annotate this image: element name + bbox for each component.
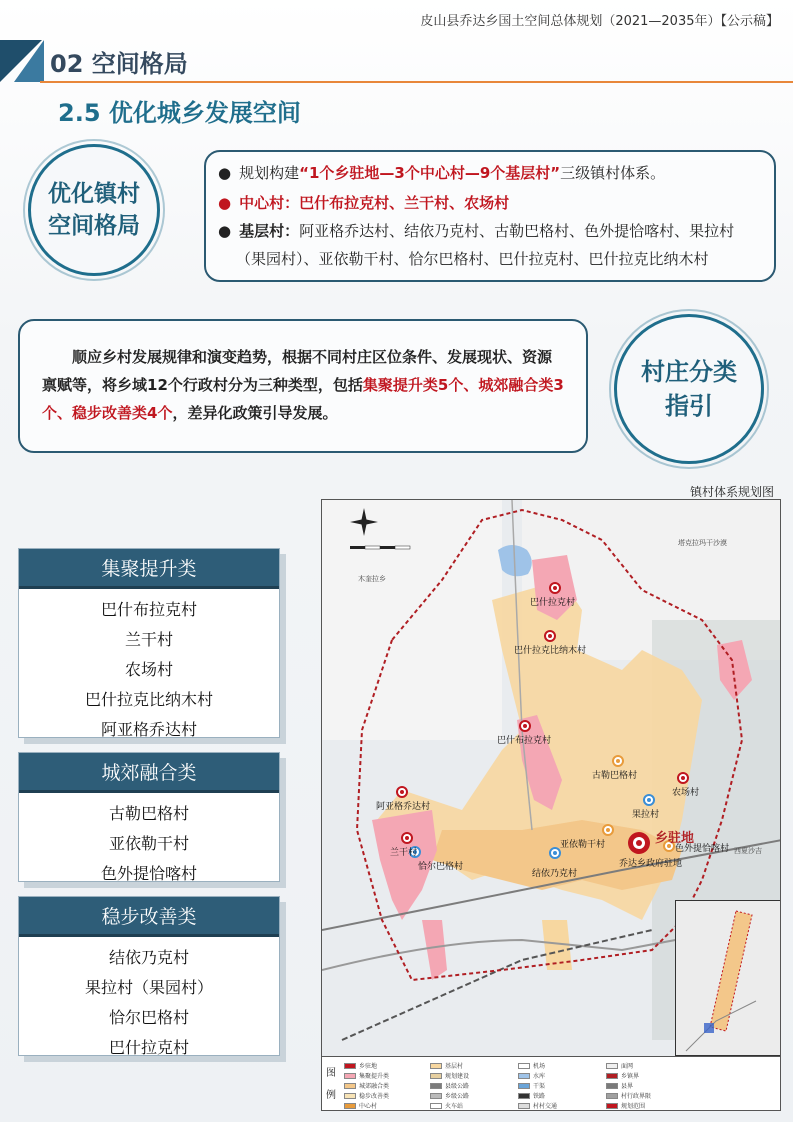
legend-swatch (344, 1083, 356, 1089)
classification-text-after: ，差异化政策引导发展。 (172, 404, 338, 422)
legend-item: 机场 (518, 1061, 545, 1070)
legend-title: 图例 (326, 1068, 336, 1101)
category-item: 兰干村 (124, 630, 173, 649)
document-header: 皮山县乔达乡国土空间总体规划（2021—2035年）【公示稿】 (420, 14, 779, 29)
village-guide-badge (614, 314, 764, 464)
legend-item: 乡级公路 (430, 1091, 469, 1100)
map-village-label: 古勒巴格村 (592, 771, 638, 781)
category-item: 果拉村（果园村） (84, 978, 213, 997)
section-header-bar (0, 40, 793, 82)
map-village-label: 巴什拉克比纳木村 (514, 646, 587, 656)
section-title: 02 空间格局 (50, 50, 188, 78)
system-bullet-3 (218, 220, 766, 242)
legend-item: 集聚提升类 (344, 1071, 389, 1080)
legend-swatch (606, 1093, 618, 1099)
legend-swatch (430, 1103, 442, 1109)
legend-item: 村村交通 (518, 1101, 557, 1110)
category-title: 集聚提升类 (19, 549, 279, 589)
map-village-label: 巴什拉克村 (530, 598, 576, 608)
legend-swatch (344, 1073, 356, 1079)
category-title: 稳步改善类 (19, 897, 279, 937)
legend-item: 水库 (518, 1071, 545, 1080)
category-box-steady-improve (18, 896, 280, 1056)
basic-villages-text: 阿亚格乔达村、结依乃克村、古勒巴格村、色外提恰喀村、果拉村 (299, 222, 735, 240)
map-area-label: 西夏沙吉 (734, 847, 762, 855)
scale-bar-icon (350, 546, 410, 549)
category-item: 亚依勒干村 (108, 834, 189, 853)
legend-item: 乡镇界 (606, 1071, 639, 1080)
classification-paragraph (42, 343, 564, 427)
legend-item: 中心村 (344, 1101, 377, 1110)
map-village-label: 阿亚格乔达村 (376, 802, 431, 812)
village-guide-badge-text: 村庄分类 指引 (641, 358, 737, 420)
system-bullet-2 (218, 192, 509, 214)
village-system-map (321, 499, 781, 1111)
legend-item: 乡驻地 (344, 1061, 377, 1070)
map-town-seat-label: 乡驻地 (655, 831, 695, 846)
legend-item: 干渠 (518, 1081, 545, 1090)
legend-swatch (344, 1103, 356, 1109)
map-area-label: 塔克拉玛干沙漠 (678, 539, 727, 547)
category-item: 巴什布拉克村 (100, 600, 197, 619)
map-village-label: 结依乃克村 (532, 869, 578, 879)
optimize-layout-badge (28, 144, 160, 276)
category-item: 色外提恰喀村 (100, 864, 197, 883)
legend-swatch (430, 1093, 442, 1099)
legend-item: 县级公路 (430, 1081, 469, 1090)
legend-swatch (606, 1073, 618, 1079)
location-inset-map (675, 900, 781, 1056)
legend-swatch (518, 1073, 530, 1079)
map-village-label: 色外提恰喀村 (675, 844, 730, 854)
legend-swatch (606, 1063, 618, 1069)
legend-item: 规划建设 (430, 1071, 469, 1080)
category-item: 巴什拉克村 (108, 1038, 189, 1057)
system-line1-highlight: “1个乡驻地—3个中心村—9个基层村” (299, 164, 561, 182)
legend-item: 县界 (606, 1081, 633, 1090)
category-title: 城郊融合类 (19, 753, 279, 793)
map-area-label: 木奎拉乡 (358, 575, 386, 583)
legend-item: 城郊融合类 (344, 1081, 389, 1090)
legend-item: 面网 (606, 1061, 633, 1070)
inset-drawing (676, 901, 780, 1055)
category-item: 古勒巴格村 (108, 804, 189, 823)
classification-text-before: 顺应乡村发展规律和演变趋势，根据不同村庄区位条件、发展现状、资源禀赋等，将乡域12个行政村分为三种类型，包括 (42, 348, 553, 394)
map-caption: 镇村体系规划图 (690, 485, 775, 499)
category-item: 巴什拉克比纳木村 (84, 690, 213, 709)
optimize-layout-badge-text: 优化镇村 空间格局 (48, 181, 140, 239)
map-village-label: 乔达乡政府驻地 (619, 859, 683, 869)
bullet-dot-icon: ● (218, 194, 232, 212)
village-system-panel (204, 150, 776, 282)
category-box-agglomerate (18, 548, 280, 738)
category-item: 结依乃克村 (108, 948, 189, 967)
basic-villages-continuation: （果园村）、亚依勒干村、恰尔巴格村、巴什拉克村、巴什拉克比纳木村 (236, 250, 709, 268)
central-villages-line: 中心村：巴什布拉克村、兰干村、农场村 (239, 194, 510, 212)
legend-item: 规划范围 (606, 1101, 645, 1110)
map-village-label: 兰干村 (390, 848, 418, 858)
legend-item: 铁路 (518, 1091, 545, 1100)
bullet-dot-icon: ● (218, 222, 232, 240)
subsection-title: 2.5 优化城乡发展空间 (58, 99, 301, 127)
classification-text-highlight: 集聚提升类5个、城郊融合类3个、稳步改善类4个 (42, 376, 564, 422)
legend-swatch (430, 1063, 442, 1069)
map-legend (322, 1056, 780, 1111)
legend-item: 村行政界限 (606, 1091, 651, 1100)
legend-swatch (430, 1073, 442, 1079)
category-item: 恰尔巴格村 (108, 1008, 189, 1027)
system-line1-prefix: 规划构建 (239, 164, 300, 182)
classification-panel (18, 319, 588, 453)
legend-swatch (518, 1083, 530, 1089)
map-village-label: 农场村 (672, 788, 700, 798)
legend-swatch (430, 1083, 442, 1089)
legend-swatch (518, 1063, 530, 1069)
map-village-label: 果拉村 (632, 810, 660, 820)
legend-swatch (606, 1103, 618, 1109)
map-village-label: 巴什布拉克村 (497, 736, 552, 746)
legend-item: 稳步改善类 (344, 1091, 389, 1100)
legend-swatch (518, 1093, 530, 1099)
legend-swatch (344, 1063, 356, 1069)
category-box-suburban (18, 752, 280, 882)
category-item: 农场村 (124, 660, 173, 679)
system-line1-suffix: 三级镇村体系。 (560, 164, 666, 182)
bullet-dot-icon: ● (218, 164, 232, 182)
header-rule (40, 81, 793, 83)
category-item: 阿亚格乔达村 (100, 720, 197, 739)
legend-swatch (518, 1103, 530, 1109)
legend-swatch (344, 1093, 356, 1099)
system-bullet-1 (218, 162, 665, 184)
legend-item: 基层村 (430, 1061, 463, 1070)
map-village-label: 恰尔巴格村 (418, 862, 464, 872)
map-village-label: 亚依勒干村 (560, 840, 606, 850)
legend-swatch (606, 1083, 618, 1089)
basic-villages-label: 基层村： (239, 222, 300, 240)
legend-item: 火车站 (430, 1101, 463, 1110)
